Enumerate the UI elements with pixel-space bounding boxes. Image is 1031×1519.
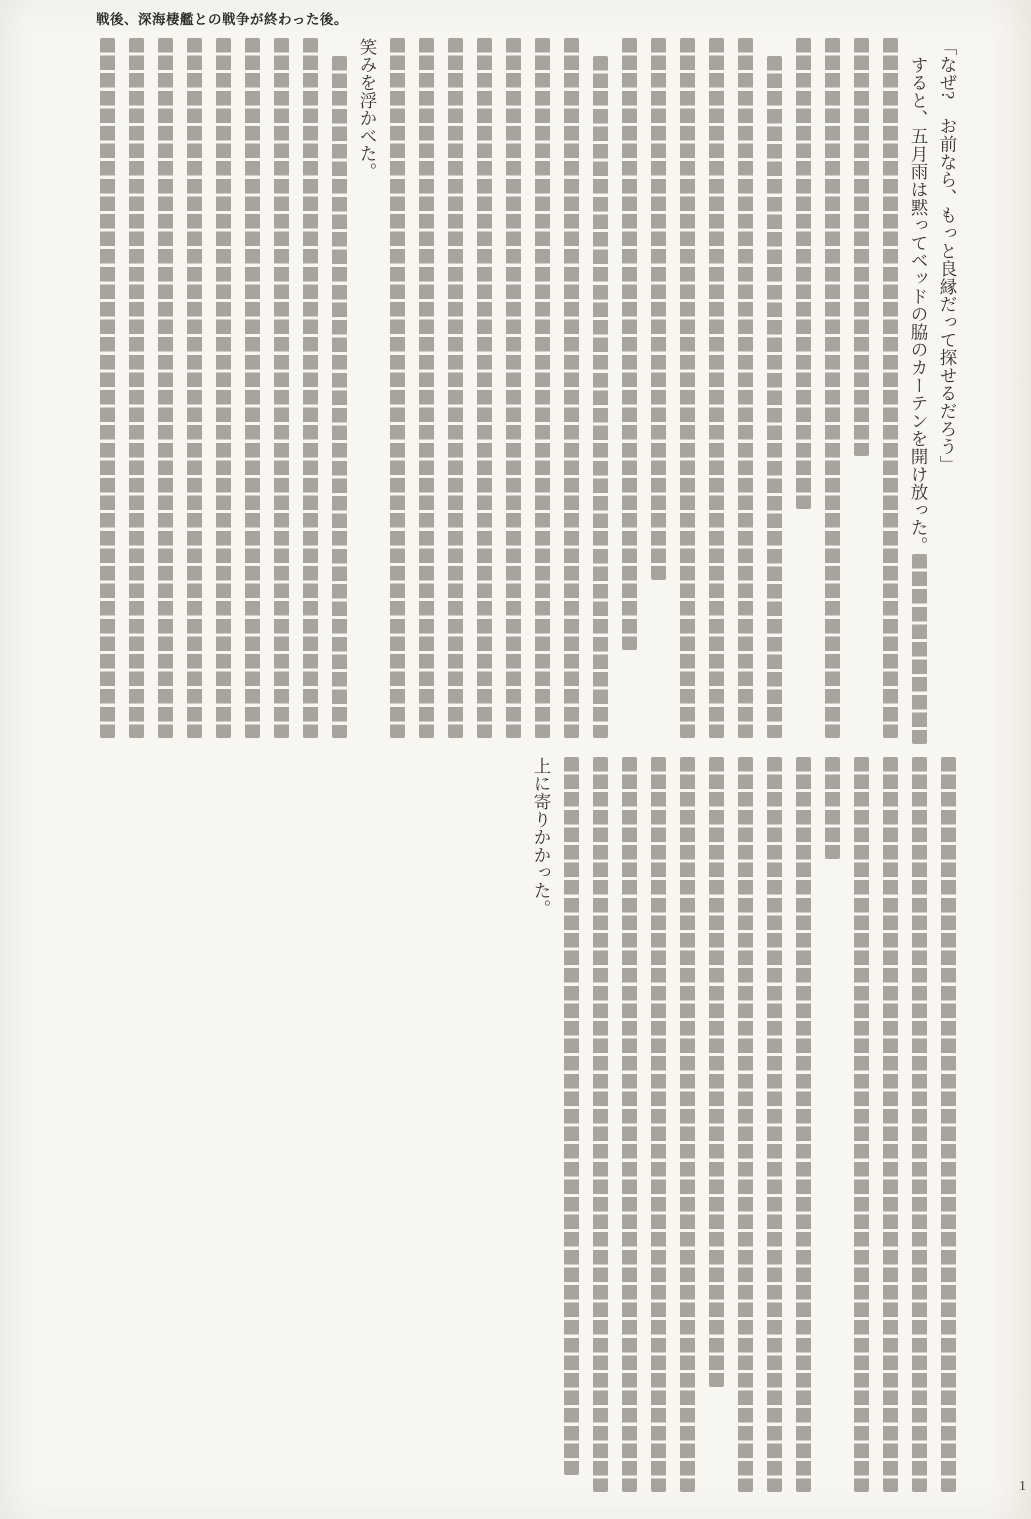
redacted-text-run: [680, 38, 695, 738]
redacted-text-run: [883, 757, 898, 1492]
text-column: [266, 38, 295, 750]
redacted-text-run: [390, 38, 405, 738]
redacted-text-run: [767, 757, 782, 1492]
text-column: [92, 38, 121, 750]
page-header-line: 戦後、深海棲艦との戦争が終わった後。: [96, 12, 348, 28]
text-column: [527, 38, 556, 750]
text-column: [672, 757, 701, 1495]
redacted-text-run: [767, 56, 782, 738]
redacted-text-run: [448, 38, 463, 738]
text-column: [846, 757, 875, 1495]
text-column: [904, 757, 933, 1495]
text-column: [440, 38, 469, 750]
redacted-text-run: [883, 38, 898, 738]
text-column: [324, 38, 353, 750]
text-column: [817, 38, 846, 750]
text-run: 笑みを浮かべた。: [358, 38, 378, 181]
redacted-text-run: [419, 38, 434, 738]
text-column: [788, 757, 817, 1495]
text-run: すると、五月雨は黙ってベッドの脇のカーテンを開け放った。: [909, 56, 929, 555]
text-column: [643, 38, 672, 750]
text-column: [527, 757, 556, 1495]
redacted-text-run: [651, 38, 666, 580]
redacted-text-run: [680, 757, 695, 1492]
redacted-text-run: [796, 757, 811, 1492]
text-column: [701, 38, 730, 750]
text-column: [904, 38, 933, 750]
redacted-text-run: [216, 38, 231, 738]
redacted-text-run: [274, 38, 289, 738]
top-text-block: [92, 38, 962, 750]
text-column: [933, 757, 962, 1495]
bottom-text-block: [527, 757, 962, 1495]
redacted-text-run: [854, 38, 869, 456]
redacted-text-run: [593, 56, 608, 738]
redacted-text-run: [129, 38, 144, 738]
redacted-text-run: [854, 757, 869, 1492]
redacted-text-run: [709, 757, 724, 1387]
text-column: [237, 38, 266, 750]
redacted-text-run: [477, 38, 492, 738]
redacted-text-run: [825, 38, 840, 738]
redacted-text-run: [506, 38, 521, 738]
redacted-text-run: [332, 56, 347, 738]
text-column: [295, 38, 324, 750]
text-column: [585, 38, 614, 750]
text-column: [585, 757, 614, 1495]
text-column: [933, 38, 962, 750]
text-column: [469, 38, 498, 750]
text-column: [759, 757, 788, 1495]
text-column: [730, 38, 759, 750]
text-column: [614, 38, 643, 750]
redacted-text-run: [622, 38, 637, 650]
redacted-text-run: [941, 757, 956, 1492]
text-column: [759, 38, 788, 750]
text-column: [875, 757, 904, 1495]
redacted-text-run: [912, 554, 927, 744]
redacted-text-run: [796, 38, 811, 509]
redacted-text-run: [245, 38, 260, 738]
text-column: [875, 38, 904, 750]
redacted-text-run: [100, 38, 115, 738]
redacted-text-run: [158, 38, 173, 738]
redacted-text-run: [709, 38, 724, 738]
text-column: [701, 757, 730, 1495]
redacted-text-run: [912, 757, 927, 1492]
text-column: [150, 38, 179, 750]
redacted-text-run: [651, 757, 666, 1492]
redacted-text-run: [622, 757, 637, 1492]
page-number: 1: [1019, 1479, 1026, 1494]
redacted-text-run: [187, 38, 202, 738]
text-column: [121, 38, 150, 750]
redacted-text-run: [564, 757, 579, 1475]
redacted-text-run: [825, 757, 840, 859]
text-column: [556, 38, 585, 750]
text-run: 「なぜ? お前なら、もっと良縁だって探せるだろう」: [938, 38, 958, 474]
text-column: [179, 38, 208, 750]
redacted-text-run: [303, 38, 318, 738]
text-column: [382, 38, 411, 750]
text-column: [730, 757, 759, 1495]
redacted-text-run: [564, 38, 579, 738]
text-column: [672, 38, 701, 750]
text-column: [498, 38, 527, 750]
text-column: [556, 757, 585, 1495]
text-column: [353, 38, 382, 750]
redacted-text-run: [738, 38, 753, 738]
text-column: [208, 38, 237, 750]
text-column: [817, 757, 846, 1495]
redacted-text-run: [738, 757, 753, 1492]
redacted-text-run: [593, 757, 608, 1492]
text-run: 上に寄りかかった。: [532, 757, 552, 918]
text-column: [643, 757, 672, 1495]
text-column: [411, 38, 440, 750]
redacted-text-run: [535, 38, 550, 738]
text-column: [614, 757, 643, 1495]
text-column: [788, 38, 817, 750]
text-column: [846, 38, 875, 750]
